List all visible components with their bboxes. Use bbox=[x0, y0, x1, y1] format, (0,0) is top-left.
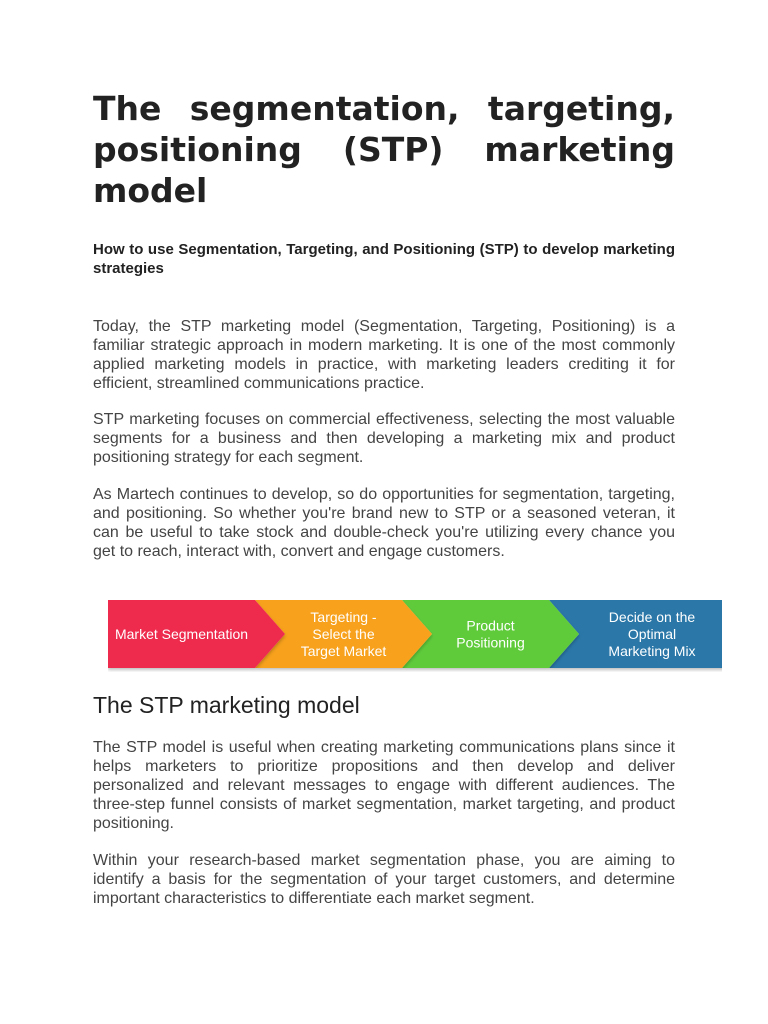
focus-paragraph: STP marketing focuses on commercial effectiveness, selecting the most valuable segments for a business and then developing a marketing mix and product positioning strategy for each segment. bbox=[93, 411, 675, 466]
document-title: The segmentation, targeting, positioning (STP) marketing model bbox=[93, 89, 675, 210]
stp-step-2-label: Target Market bbox=[300, 643, 387, 659]
stp-process-diagram bbox=[108, 600, 722, 672]
stp-step-4-label: Optimal bbox=[627, 626, 677, 642]
document-subtitle: How to use Segmentation, Targeting, and Positioning (STP) to develop marketing strategies bbox=[93, 241, 675, 277]
stp-step-2-label: Select the bbox=[312, 626, 375, 642]
stp-step-2-label: Targeting - bbox=[310, 609, 377, 625]
stp-step-1-label: Market Segmentation bbox=[114, 626, 249, 642]
stp-model-paragraph: The STP model is useful when creating marketing communications plans since it helps marketers to prioritize propositions and then develop and deliver personalized and relevant messages to engage with different audiences. The three-step funnel consists of market segmentation, market targeting, and product positioning. bbox=[93, 739, 675, 832]
intro-paragraph: Today, the STP marketing model (Segmentation, Targeting, Positioning) is a familiar strategic approach in modern marketing. It is one of the most commonly applied marketing models in practice, with marketing leaders crediting it for efficient, streamlined communications practice. bbox=[93, 318, 675, 392]
martech-paragraph: As Martech continues to develop, so do opportunities for segmentation, targeting, and positioning. So whether you're brand new to STP or a seasoned veteran, it can be useful to take stock and double-check you're utilizing every chance you get to reach, interact with, convert and engage customers. bbox=[93, 486, 675, 560]
stp-step-3-label: Positioning bbox=[456, 634, 525, 651]
segmentation-paragraph: Within your research-based market segmentation phase, you are aiming to identify a basis for the segmentation of your target customers, and determine important characteristics to differentiate each market segment. bbox=[93, 852, 675, 907]
stp-step-4-label: Marketing Mix bbox=[608, 643, 696, 659]
stp-step-4-label: Decide on the bbox=[608, 609, 696, 625]
section-heading: The STP marketing model bbox=[93, 692, 360, 718]
stp-step-3-label: Product bbox=[466, 617, 515, 634]
